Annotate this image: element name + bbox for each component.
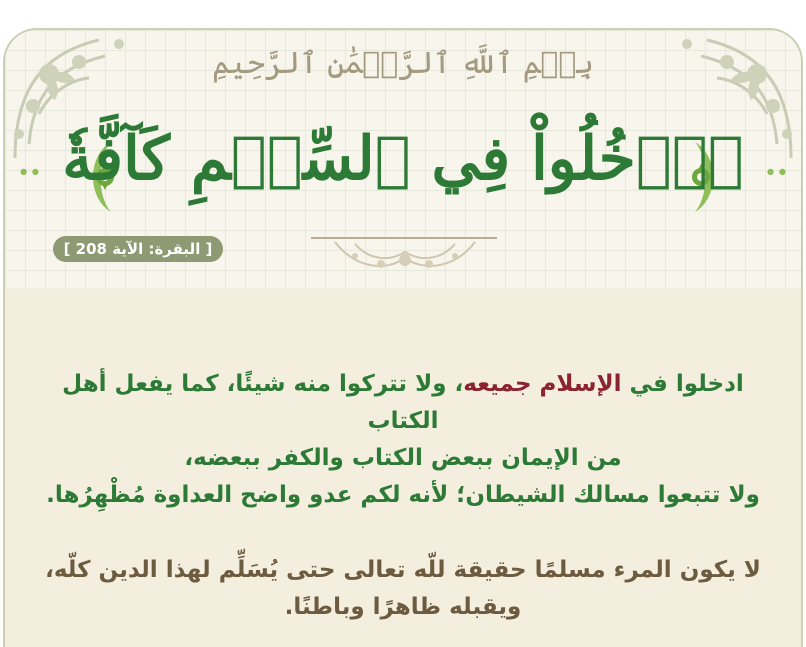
explanation-line bbox=[25, 366, 781, 440]
conclusion-line: لا يكون المرء مسلمًا حقيقة للّه تعالى حتى يُسَلِّم لهذا الدين كلّه، bbox=[45, 557, 761, 583]
basmala: بِسۡمِ ٱللَّهِ ٱلرَّحۡمَٰنِ ٱلرَّحِيمِ bbox=[212, 46, 594, 81]
explanation-paragraph bbox=[25, 366, 781, 514]
explanation-text: ، ولا تتركوا منه شيئًا، كما يفعل أهل الكتاب bbox=[62, 371, 464, 434]
verse-arabic: ٱدۡخُلُواْ فِي ٱلسِّلۡمِ كَآفَّةٗ bbox=[62, 124, 744, 194]
verse-card bbox=[3, 28, 803, 647]
conclusion-line: ويقبله ظاهرًا وباطنًا. bbox=[284, 594, 522, 620]
verse-text bbox=[5, 114, 801, 209]
explanation-line: ولا تتبعوا مسالك الشيطان؛ لأنه لكم عدو واضح العداوة مُظْهِرُها. bbox=[46, 482, 760, 508]
arabesque-divider-icon bbox=[325, 238, 485, 278]
explanation-text: ادخلوا في bbox=[621, 371, 744, 397]
verse-dots: .. bbox=[17, 143, 42, 184]
verse-dots: .. bbox=[764, 143, 789, 184]
explanation-line: من الإيمان ببعض الكتاب والكفر ببعضه، bbox=[184, 445, 622, 471]
highlighted-phrase: الإسلام جميعه bbox=[463, 371, 622, 397]
verse-reference-badge: [ البقرة: الآية 208 ] bbox=[53, 236, 223, 262]
conclusion-paragraph bbox=[25, 552, 781, 626]
verse-header bbox=[5, 30, 801, 288]
